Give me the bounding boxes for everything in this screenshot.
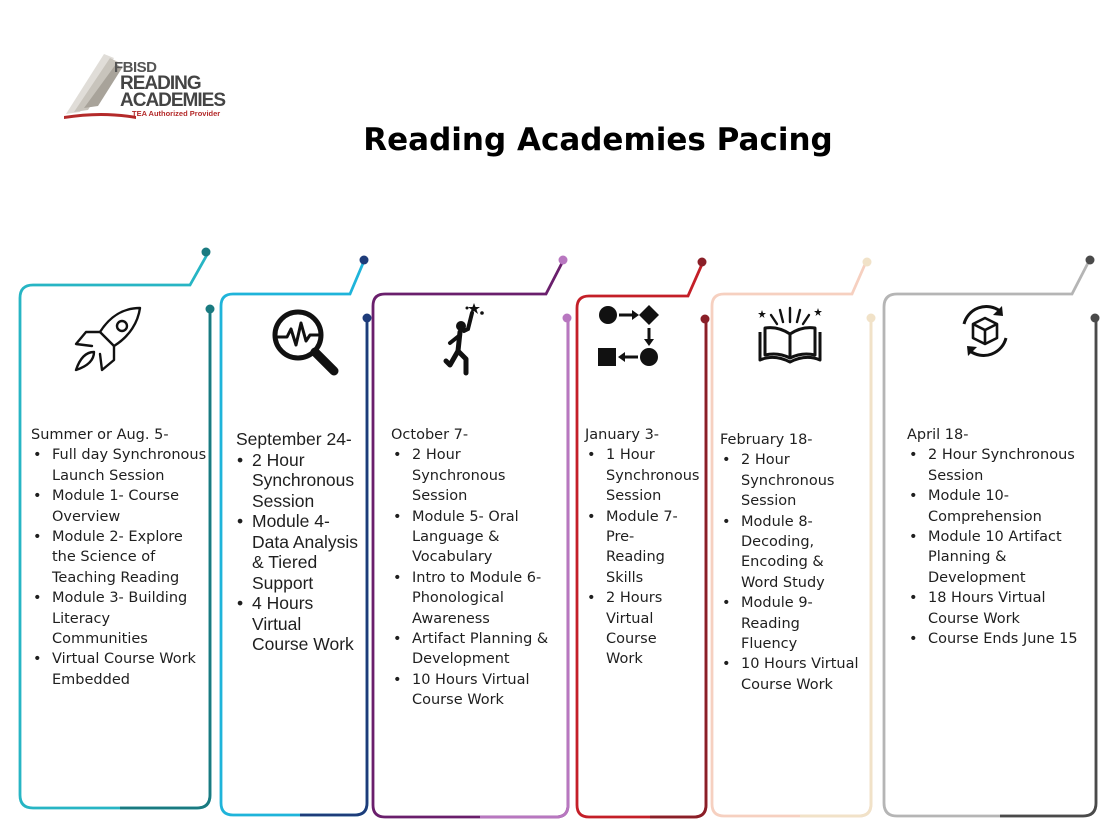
- reaching-person-icon: [440, 301, 490, 379]
- data-analysis-icon: [270, 307, 342, 379]
- list-item: • Module 7- Pre-Reading Skills: [606, 507, 689, 589]
- phase-date: Summer or Aug. 5-: [31, 427, 169, 443]
- phase-items: [391, 445, 553, 710]
- phase-card-6: [907, 425, 1087, 649]
- list-item: • 10 Hours Virtual Course Work: [412, 670, 553, 711]
- list-item: • 4 Hours Virtual Course Work: [252, 593, 360, 655]
- list-item: • Module 5- Oral Language & Vocabulary: [412, 507, 553, 568]
- logo-line-1: FBISD: [114, 59, 157, 76]
- phase-date: February 18-: [720, 432, 813, 448]
- list-item: • 2 Hours Virtual Course Work: [606, 588, 689, 670]
- box-cycle-icon: [956, 304, 1014, 358]
- logo-line-3: ACADEMIES: [120, 90, 226, 111]
- list-item: • 2 Hour Synchronous Session: [928, 445, 1087, 486]
- phase-card-1: [31, 425, 207, 690]
- list-item: • Module 10 Artifact Planning & Development: [928, 527, 1087, 588]
- phase-items: [720, 450, 860, 695]
- list-item: • Module 3- Building Literacy Communities: [52, 588, 207, 649]
- phase-card-5: [720, 430, 860, 695]
- list-item: • 18 Hours Virtual Course Work: [928, 588, 1087, 629]
- process-flow-icon: [596, 303, 662, 369]
- list-item: • Module 2- Explore the Science of Teaching Reading: [52, 527, 207, 588]
- list-item: • Artifact Planning & Development: [412, 629, 553, 670]
- list-item: • Module 10- Comprehension: [928, 486, 1087, 527]
- list-item: • Virtual Course Work Embedded: [52, 649, 207, 690]
- list-item: • Full day Synchronous Launch Session: [52, 445, 207, 486]
- list-item: • Module 8- Decoding, Encoding & Word Study: [741, 512, 860, 594]
- phase-items: [236, 450, 360, 655]
- rocket-icon: [66, 302, 148, 380]
- phase-items: [907, 445, 1087, 649]
- open-book-icon: [756, 302, 824, 368]
- phase-date: September 24-: [236, 429, 352, 449]
- phase-card-2: [236, 429, 360, 655]
- list-item: • 2 Hour Synchronous Session: [412, 445, 553, 506]
- list-item: • 10 Hours Virtual Course Work: [741, 654, 860, 695]
- list-item: • Module 9- Reading Fluency: [741, 593, 860, 654]
- phase-date: April 18-: [907, 427, 969, 443]
- list-item: • Intro to Module 6- Phonological Awareness: [412, 568, 553, 629]
- page-title: Reading Academies Pacing: [363, 122, 833, 158]
- list-item: • 1 Hour Synchronous Session: [606, 445, 689, 506]
- list-item: • 2 Hour Synchronous Session: [252, 450, 360, 512]
- list-item: • Module 1- Course Overview: [52, 486, 207, 527]
- phase-card-3: [391, 425, 553, 711]
- list-item: • Module 4- Data Analysis & Tiered Support: [252, 511, 360, 593]
- logo-tagline: TEA Authorized Provider: [132, 109, 221, 118]
- phase-card-4: [585, 425, 700, 670]
- phase-items: [31, 445, 207, 690]
- list-item: • Course Ends June 15: [928, 629, 1087, 649]
- phase-date: January 3-: [585, 427, 660, 443]
- list-item: • 2 Hour Synchronous Session: [741, 450, 860, 511]
- phase-date: October 7-: [391, 427, 469, 443]
- phase-items: [585, 445, 700, 669]
- logo-line-2: READING: [120, 73, 201, 94]
